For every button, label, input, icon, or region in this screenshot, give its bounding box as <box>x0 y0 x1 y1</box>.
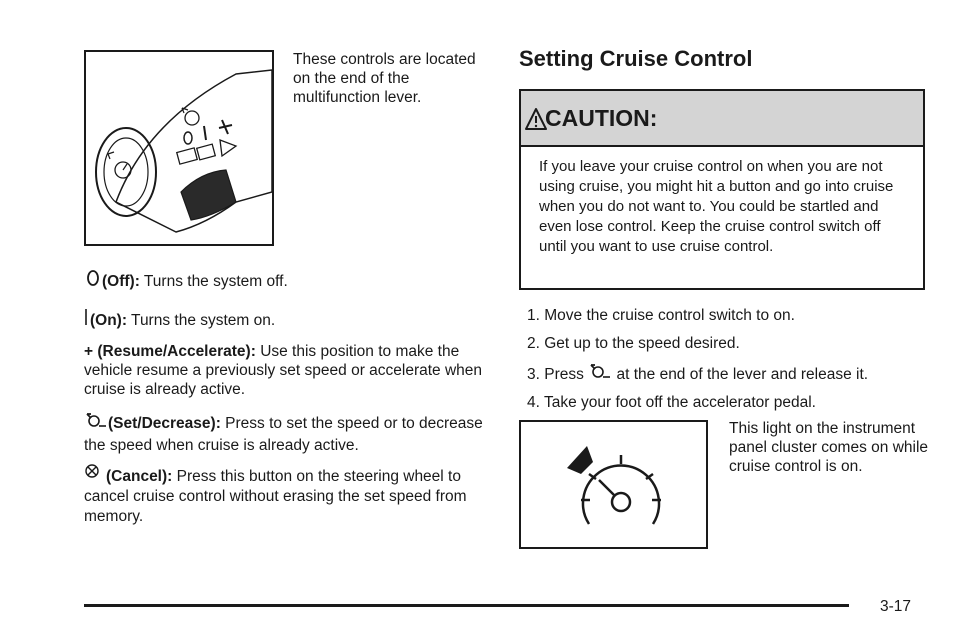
cruise-light-illustration <box>519 420 708 549</box>
steps-list <box>527 306 937 421</box>
step-4: 4. Take your foot off the accelerator pedal. <box>527 394 816 411</box>
resume-desc: Use this position to make the vehicle resume a previously set speed or accelerate when cruise is already active. <box>84 343 483 398</box>
step-2: 2. Get up to the speed desired. <box>527 335 740 352</box>
step-1: 1. Move the cruise control switch to on. <box>527 307 795 324</box>
set-item <box>84 411 496 457</box>
set-desc: Press to set the speed or to decrease the speed when cruise is already active. <box>84 415 483 454</box>
cancel-desc: Press this button on the steering wheel to cancel cruise control without erasing the set speed from memory. <box>84 468 467 525</box>
caution-header <box>521 91 923 147</box>
warning-icon <box>525 107 547 133</box>
caution-title: CAUTION: <box>545 105 658 131</box>
step-3-prefix: 3. Press <box>527 366 584 383</box>
page-number: 3-17 <box>880 598 912 615</box>
set-speedometer-icon <box>84 411 108 431</box>
on-desc: Turns the system on. <box>131 312 276 329</box>
on-item <box>84 309 494 330</box>
resume-label: + (Resume/Accelerate): <box>84 343 256 360</box>
step-3-suffix: at the end of the lever and release it. <box>616 366 869 383</box>
step-3 <box>527 362 937 384</box>
caution-body: If you leave your cruise control on when you are not using cruise, you might hit a button and go into cruise when you do not want to. You could be startled and even lose control. Keep the cruise control switch off until you want to use cruise control. <box>539 158 894 255</box>
intro-text: These controls are located on the end of the multifunction lever. <box>293 51 476 106</box>
off-item <box>84 270 494 291</box>
on-label: (On): <box>90 312 128 329</box>
off-desc: Turns the system off. <box>143 273 288 290</box>
caution-box <box>519 89 925 290</box>
cancel-label: (Cancel): <box>106 468 173 485</box>
light-description: This light on the instrument panel cluster comes on while cruise control is on. <box>729 420 929 475</box>
resume-item <box>84 342 496 399</box>
set-label: (Set/Decrease): <box>108 415 221 432</box>
cancel-icon <box>84 463 106 483</box>
cruise-indicator-drawing <box>521 422 706 547</box>
multifunction-lever-drawing <box>86 52 272 244</box>
cancel-item <box>84 463 496 527</box>
off-circle-icon <box>84 270 102 288</box>
off-label: (Off): <box>102 273 140 290</box>
section-heading: Setting Cruise Control <box>519 46 753 71</box>
set-speedometer-icon <box>588 362 612 382</box>
lever-illustration <box>84 50 274 246</box>
footer-rule <box>84 604 849 607</box>
